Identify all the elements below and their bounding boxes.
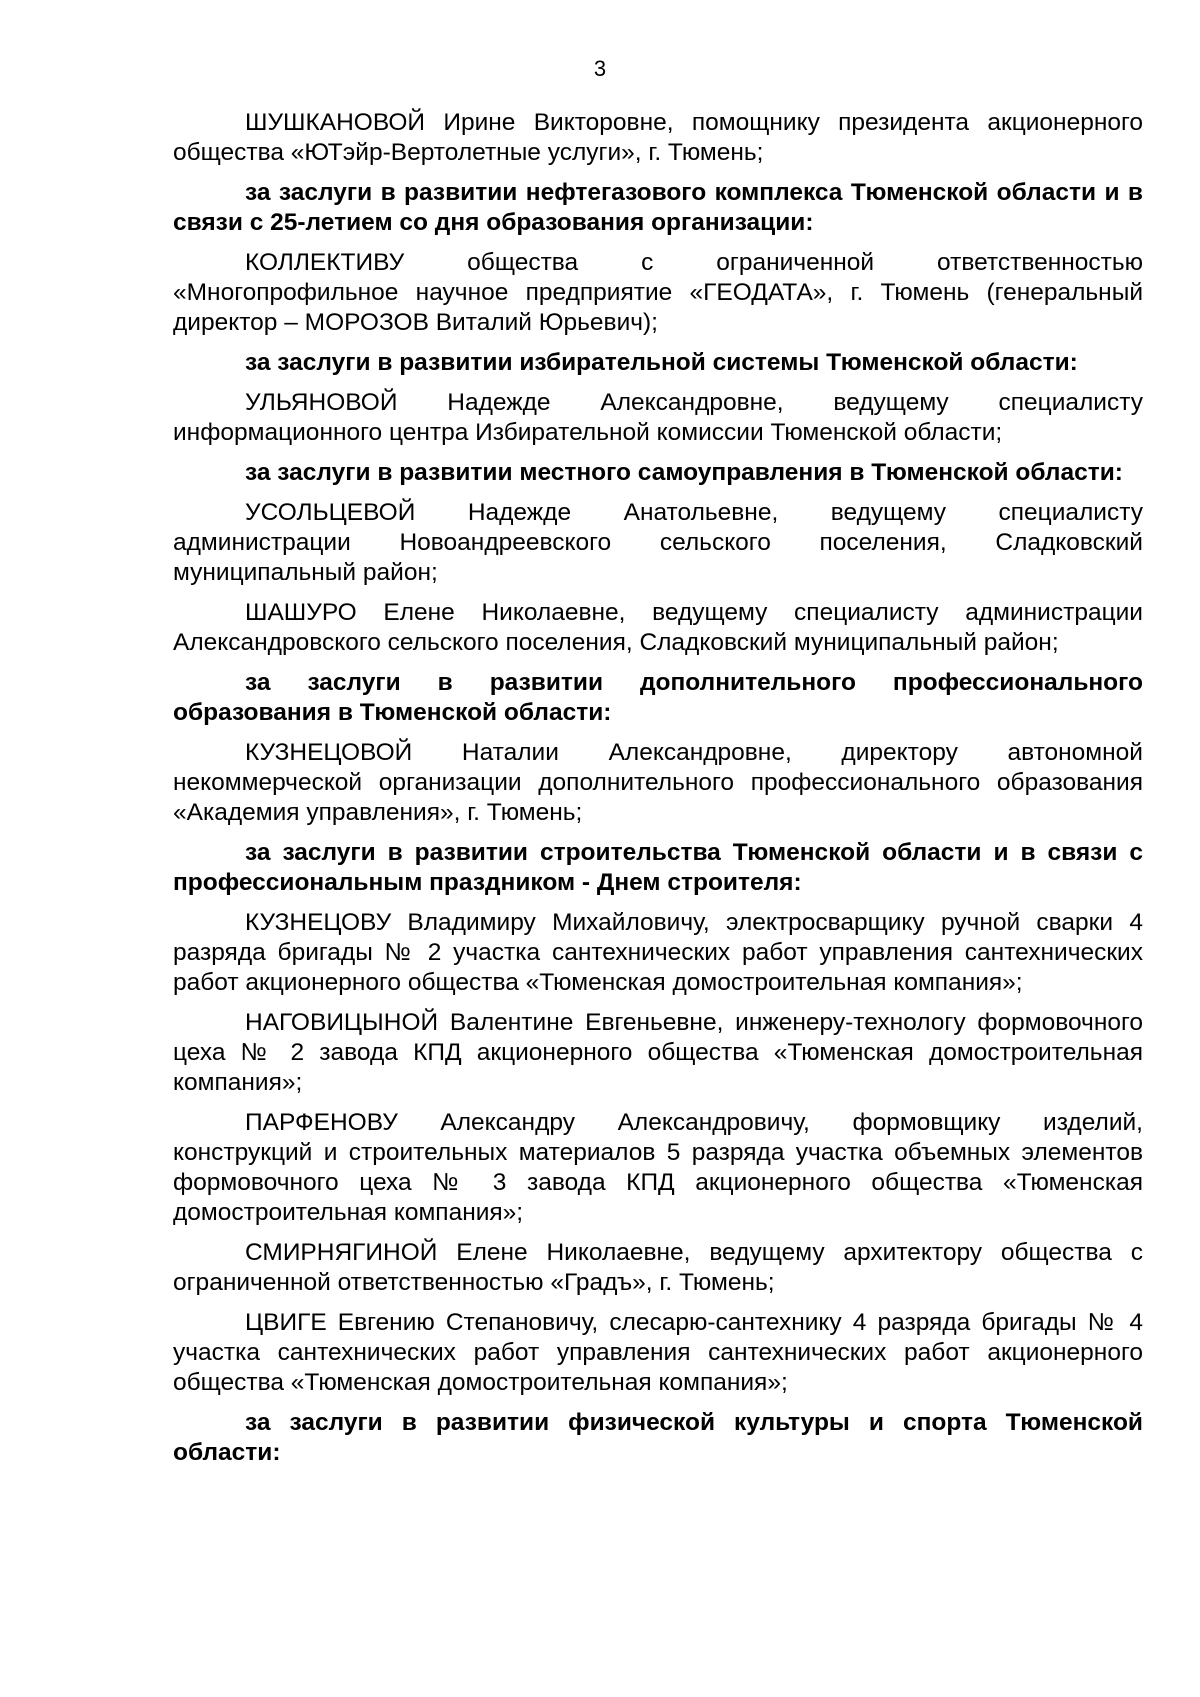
award-category-heading: за заслуги в развитии нефтегазового комплекса Тюменской области и в связи с 25-летием со дня образования организации: [173,179,1143,236]
award-recipient-paragraph: ШУШКАНОВОЙ Ирине Викторовне, помощнику президента акционерного общества «ЮТэйр-Вертолетные услуги», г. Тюмень; [173,109,1143,166]
award-recipient-paragraph: КОЛЛЕКТИВУ общества с ограниченной ответственностью «Многопрофильное научное предприятие «ГЕОДАТА», г. Тюмень (генеральный директор – МОРОЗОВ Виталий Юрьевич); [173,249,1143,336]
award-category-heading: за заслуги в развитии дополнительного профессионального образования в Тюменской области: [173,669,1143,726]
document-body [173,108,1143,1468]
award-recipient-paragraph: СМИРНЯГИНОЙ Елене Николаевне, ведущему архитектору общества с ограниченной ответственностью «Градъ», г. Тюмень; [173,1239,1143,1296]
award-category-heading: за заслуги в развитии избирательной системы Тюменской области: [245,349,1078,376]
award-recipient-paragraph: ПАРФЕНОВУ Александру Александровичу, формовщику изделий, конструкций и строительных материалов 5 разряда участка объемных элементов формовочного цеха № 3 завода КПД акционерного общества «Тюменская домостроительная компания»; [173,1109,1143,1226]
award-recipient-paragraph: НАГОВИЦЫНОЙ Валентине Евгеньевне, инженеру-технологу формовочного цеха № 2 завода КПД акционерного общества «Тюменская домостроительная компания»; [173,1009,1143,1096]
page-number: 3 [593,56,607,81]
award-recipient-paragraph: УСОЛЬЦЕВОЙ Надежде Анатольевне, ведущему специалисту администрации Новоандреевского сельского поселения, Сладковский муниципальный район; [173,499,1143,586]
award-recipient-paragraph: ШАШУРО Елене Николаевне, ведущему специалисту администрации Александровского сельского поселения, Сладковский муниципальный район; [173,599,1143,656]
award-recipient-paragraph: КУЗНЕЦОВУ Владимиру Михайловичу, электросварщику ручной сварки 4 разряда бригады № 2 участка сантехнических работ управления сантехнических работ акционерного общества «Тюменская домостроительная компания»; [173,909,1143,996]
award-recipient-paragraph: УЛЬЯНОВОЙ Надежде Александровне, ведущему специалисту информационного центра Избирательной комиссии Тюменской области; [173,389,1143,446]
award-category-heading: за заслуги в развитии строительства Тюменской области и в связи с профессиональным праздником - Днем строителя: [173,839,1143,896]
award-category-heading: за заслуги в развитии физической культуры и спорта Тюменской области: [173,1409,1143,1466]
award-recipient-paragraph: КУЗНЕЦОВОЙ Наталии Александровне, директору автономной некоммерческой организации дополнительного профессионального образования «Академия управления», г. Тюмень; [173,739,1143,826]
award-category-heading: за заслуги в развитии местного самоуправления в Тюменской области: [245,459,1123,486]
award-recipient-paragraph: ЦВИГЕ Евгению Степановичу, слесарю-сантехнику 4 разряда бригады № 4 участка сантехнических работ управления сантехнических работ акционерного общества «Тюменская домостроительная компания»; [173,1309,1143,1396]
